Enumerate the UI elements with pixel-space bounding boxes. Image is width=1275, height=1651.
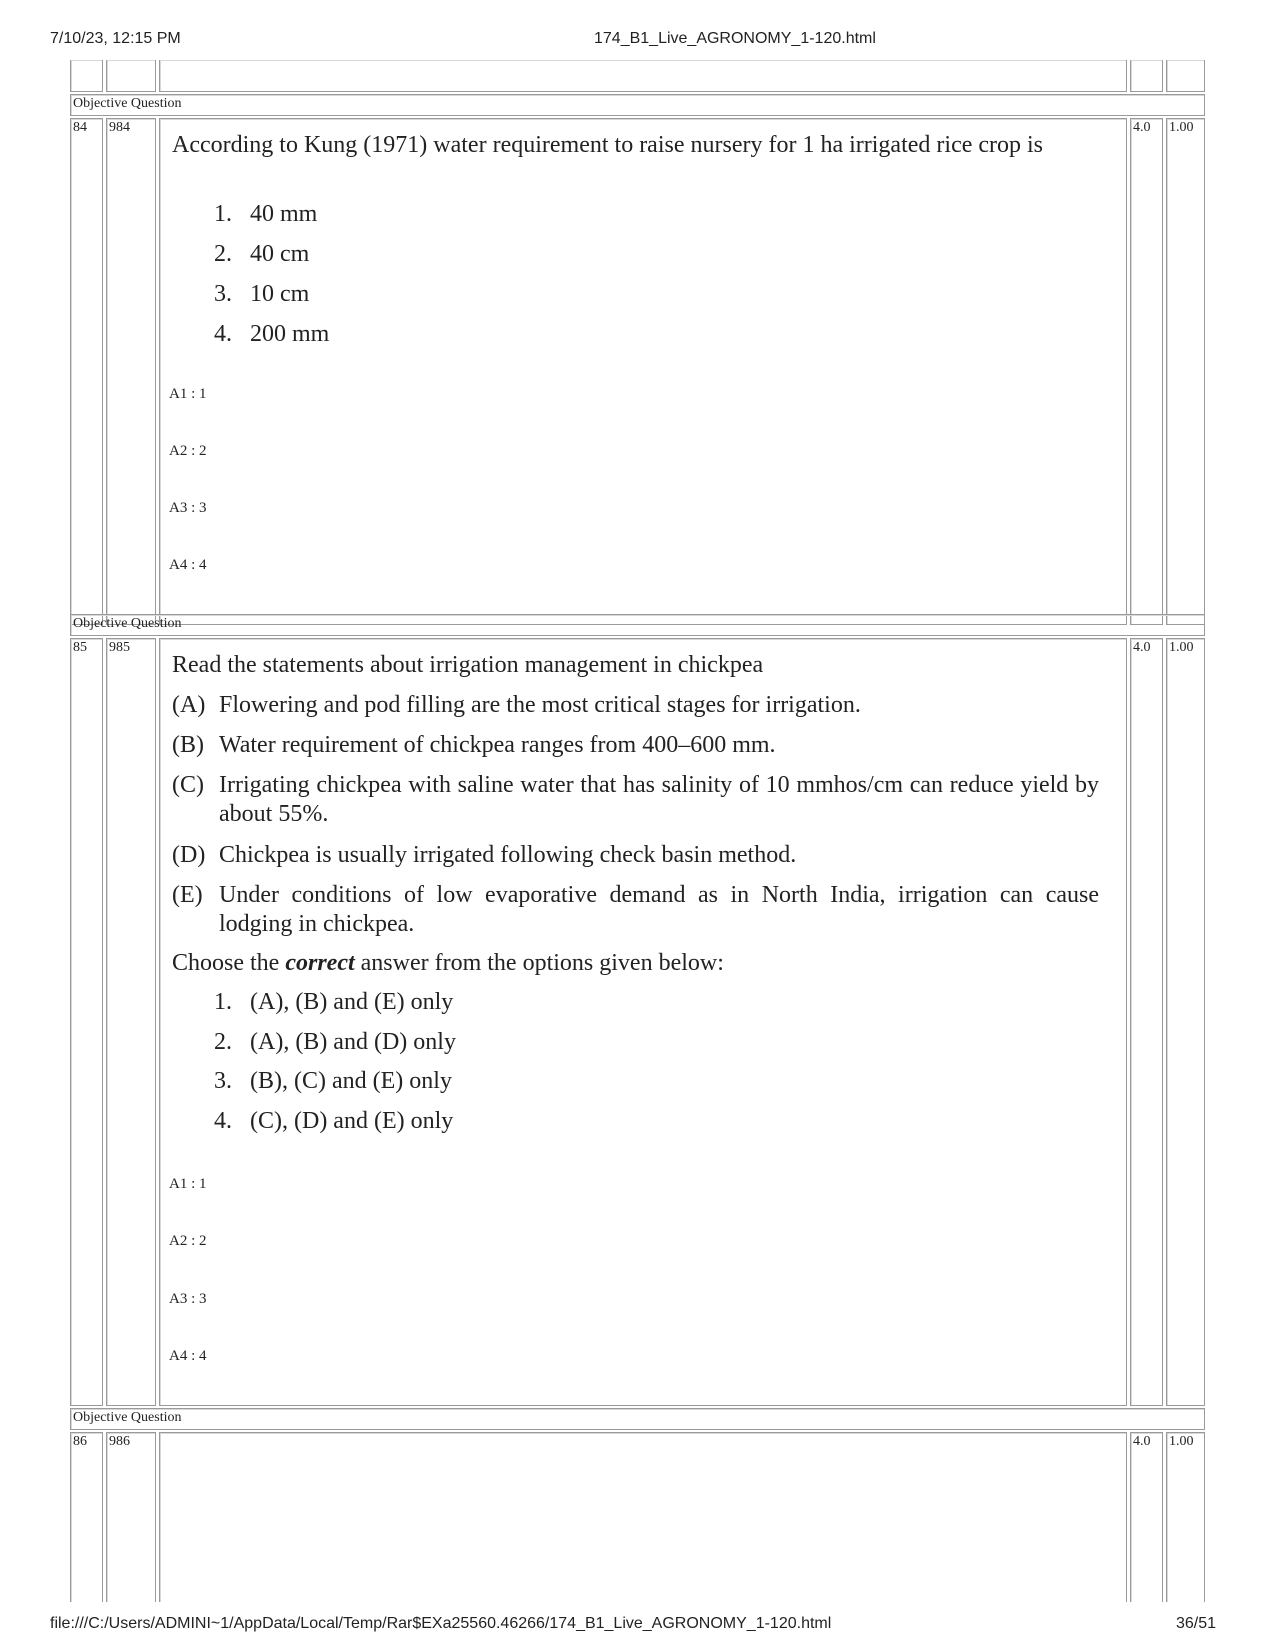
question-type-label: Objective Question: [73, 616, 182, 631]
statement-text: Under conditions of low evaporative demand as in North India, irrigation can cause lodging in chickpea.: [219, 882, 1099, 937]
question-serial: 84: [73, 120, 87, 135]
statement-item: [0, 771, 1110, 831]
question-text: According to Kung (1971) water requirement to raise nursery for 1 ha irrigated rice crop is: [172, 132, 1044, 158]
option-text: (B), (C) and (E) only: [250, 1068, 452, 1094]
question-marks: 4.0: [1133, 640, 1151, 655]
option-text: 10 cm: [250, 281, 310, 307]
question-serial: 86: [73, 1434, 87, 1449]
option-text: 40 cm: [250, 241, 310, 267]
answer-id: A3 : 3: [169, 500, 207, 516]
option-text: (C), (D) and (E) only: [250, 1108, 454, 1134]
statement-text: Water requirement of chickpea ranges from 400–600 mm.: [219, 732, 776, 758]
question-type-label: Objective Question: [73, 96, 182, 111]
answer-id: A4 : 4: [169, 1348, 207, 1364]
answer-id: A3 : 3: [169, 1291, 207, 1307]
statement-item: [0, 841, 1110, 871]
question-negative-marks: 1.00: [1169, 640, 1194, 655]
statement-item: [0, 731, 1110, 761]
question-negative-marks: 1.00: [1169, 120, 1194, 135]
option-item: [0, 321, 1100, 351]
question-negative-marks: 1.00: [1169, 1434, 1194, 1449]
print-datetime: 7/10/23, 12:15 PM: [50, 30, 181, 47]
question-serial: 85: [73, 640, 87, 655]
option-item: [0, 1068, 1100, 1098]
statement-text: Flowering and pod filling are the most critical stages for irrigation.: [219, 692, 861, 718]
statement-text: Irrigating chickpea with saline water that has salinity of 10 mmhos/cm can reduce yield by about 55%.: [219, 772, 1099, 827]
option-number: 1.: [214, 201, 232, 227]
answer-id: A2 : 2: [169, 1233, 207, 1249]
option-item: [0, 1108, 1100, 1138]
option-number: 4.: [214, 321, 232, 347]
choose-instruction-pre: Choose the: [172, 950, 286, 976]
option-text: 40 mm: [250, 201, 318, 227]
option-number: 3.: [214, 1068, 232, 1094]
option-item: [0, 1029, 1100, 1059]
option-item: [0, 201, 1100, 231]
print-file-path: file:///C:/Users/ADMINI~1/AppData/Local/Temp/Rar$EXa25560.46266/174_B1_Live_AGRONOMY_1-120.html: [50, 1615, 832, 1632]
question-marks: 4.0: [1133, 1434, 1151, 1449]
choose-instruction-post: answer from the options given below:: [354, 950, 724, 976]
statement-label: (D): [172, 842, 206, 868]
option-number: 1.: [214, 989, 232, 1015]
statement-label: (A): [172, 692, 206, 718]
question-type-label: Objective Question: [73, 1410, 182, 1425]
question-id: 986: [109, 1434, 130, 1449]
question-text: Read the statements about irrigation management in chickpea: [172, 652, 764, 678]
print-title: 174_B1_Live_AGRONOMY_1-120.html: [594, 30, 876, 47]
option-number: 3.: [214, 281, 232, 307]
statement-text: Chickpea is usually irrigated following check basin method.: [219, 842, 797, 868]
option-text: (A), (B) and (E) only: [250, 989, 454, 1015]
answer-id: A1 : 1: [169, 386, 207, 402]
question-marks: 4.0: [1133, 120, 1151, 135]
option-text: 200 mm: [250, 321, 330, 347]
statement-label: (E): [172, 882, 203, 908]
statement-item: [0, 881, 1110, 941]
print-page-number: 36/51: [1176, 1615, 1217, 1632]
option-item: [0, 281, 1100, 311]
option-number: 2.: [214, 241, 232, 267]
statement-item: [0, 691, 1110, 721]
question-id: 985: [109, 640, 130, 655]
option-number: 4.: [214, 1108, 232, 1134]
option-text: (A), (B) and (D) only: [250, 1029, 456, 1055]
answer-id: A2 : 2: [169, 443, 207, 459]
choose-instruction: [172, 949, 1092, 978]
answer-id: A4 : 4: [169, 557, 207, 573]
choose-instruction-emphasis: correct: [285, 950, 355, 976]
option-number: 2.: [214, 1029, 232, 1055]
statement-label: (C): [172, 772, 204, 798]
statement-label: (B): [172, 732, 204, 758]
question-id: 984: [109, 120, 130, 135]
option-item: [0, 989, 1100, 1019]
option-item: [0, 241, 1100, 271]
answer-id: A1 : 1: [169, 1176, 207, 1192]
